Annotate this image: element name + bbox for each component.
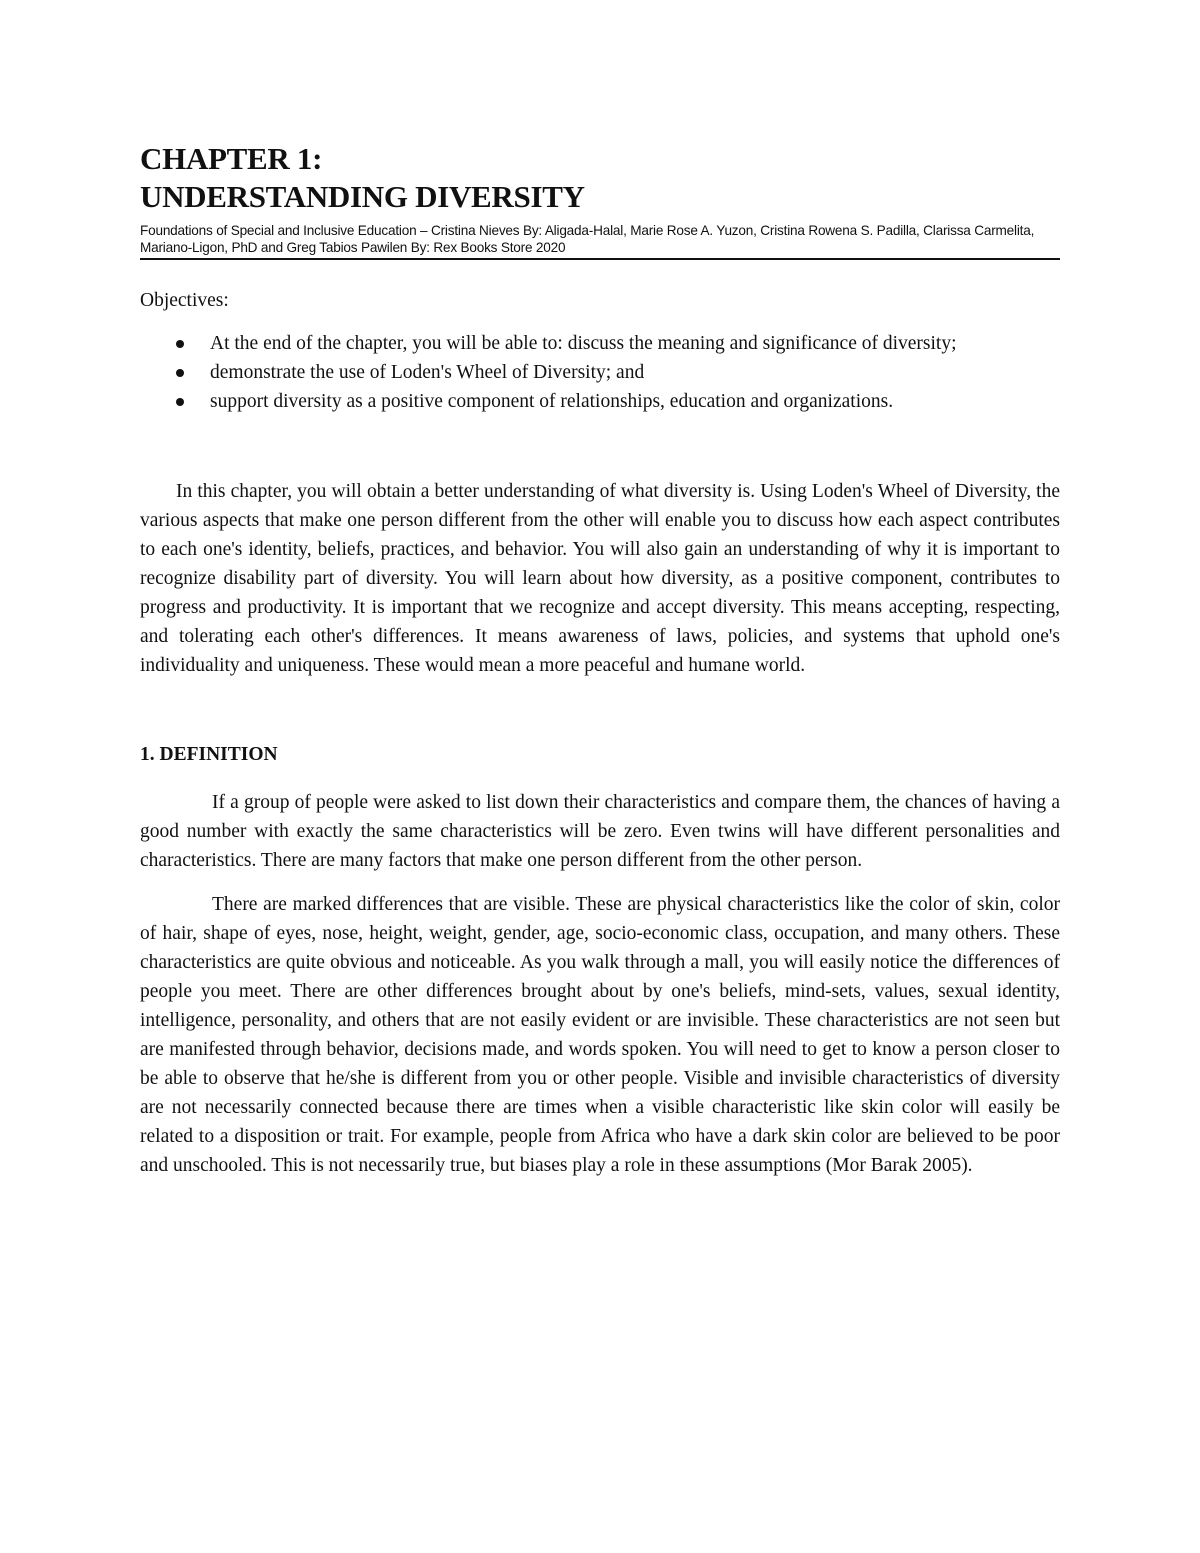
objective-text: demonstrate the use of Loden's Wheel of Diversity; and	[210, 362, 645, 383]
objective-item	[140, 358, 1060, 387]
chapter-name: UNDERSTANDING DIVERSITY	[140, 179, 585, 214]
chapter-title	[140, 140, 1060, 216]
objective-text: At the end of the chapter, you will be able to: discuss the meaning and significance of diversity;	[210, 333, 957, 354]
definition-paragraph: There are marked differences that are visible. These are physical characteristics like the color of skin, color of hair, shape of eyes, nose, height, weight, gender, age, socio-economic class, occupation, and many others. These characteristics are quite obvious and noticeable. As you walk through a mall, you will easily notice the differences of people you meet. There are other differences brought about by one's beliefs, mind-sets, values, sexual identity, intelligence, personality, and others that are not easily evident or are invisible. These characteristics are not seen but are manifested through behavior, decisions made, and words spoken. You will need to get to know a person closer to be able to observe that he/she is different from you or other people. Visible and invisible characteristics of diversity are not necessarily connected because there are times when a visible characteristic like skin color will easily be related to a disposition or trait. For example, people from Africa who have a dark skin color are believed to be poor and unschooled. This is not necessarily true, but biases play a role in these assumptions (Mor Barak 2005).	[140, 894, 1060, 1176]
definition-paragraph: If a group of people were asked to list down their characteristics and compare them, the chances of having a good number with exactly the same characteristics will be zero. Even twins will have different personalities and characteristics. There are many factors that make one person different from the other person.	[140, 792, 1060, 871]
objectives-list	[140, 329, 1060, 416]
objective-text: support diversity as a positive component of relationships, education and organizations.	[210, 391, 894, 412]
section-heading-definition: 1. DEFINITION	[140, 744, 278, 765]
objective-item	[140, 329, 1060, 358]
document-page	[140, 140, 1060, 1180]
objectives-label: Objectives:	[140, 290, 229, 311]
objective-item	[140, 387, 1060, 416]
source-byline: Foundations of Special and Inclusive Education – Cristina Nieves By: Aligada-Halal, Marie Rose A. Yuzon, Cristina Rowena S. Padilla, Clarissa Carmelita, Mariano-Ligon, PhD and Greg Tabios Pawilen By: Rex Books Store 2020	[140, 222, 1060, 260]
intro-paragraph: In this chapter, you will obtain a better understanding of what diversity is. Using Loden's Wheel of Diversity, the various aspects that make one person different from the other will enable you to discuss how each aspect contributes to each one's identity, beliefs, practices, and behavior. You will also gain an understanding of why it is important to recognize disability part of diversity. You will learn about how diversity, as a positive component, contributes to progress and productivity. It is important that we recognize and accept diversity. This means accepting, respecting, and tolerating each other's differences. It means awareness of laws, policies, and systems that uphold one's individuality and uniqueness. These would mean a more peaceful and humane world.	[140, 481, 1060, 676]
bullet-icon	[176, 369, 184, 377]
bullet-icon	[176, 340, 184, 348]
bullet-icon	[176, 398, 184, 406]
chapter-number: CHAPTER 1:	[140, 141, 323, 176]
